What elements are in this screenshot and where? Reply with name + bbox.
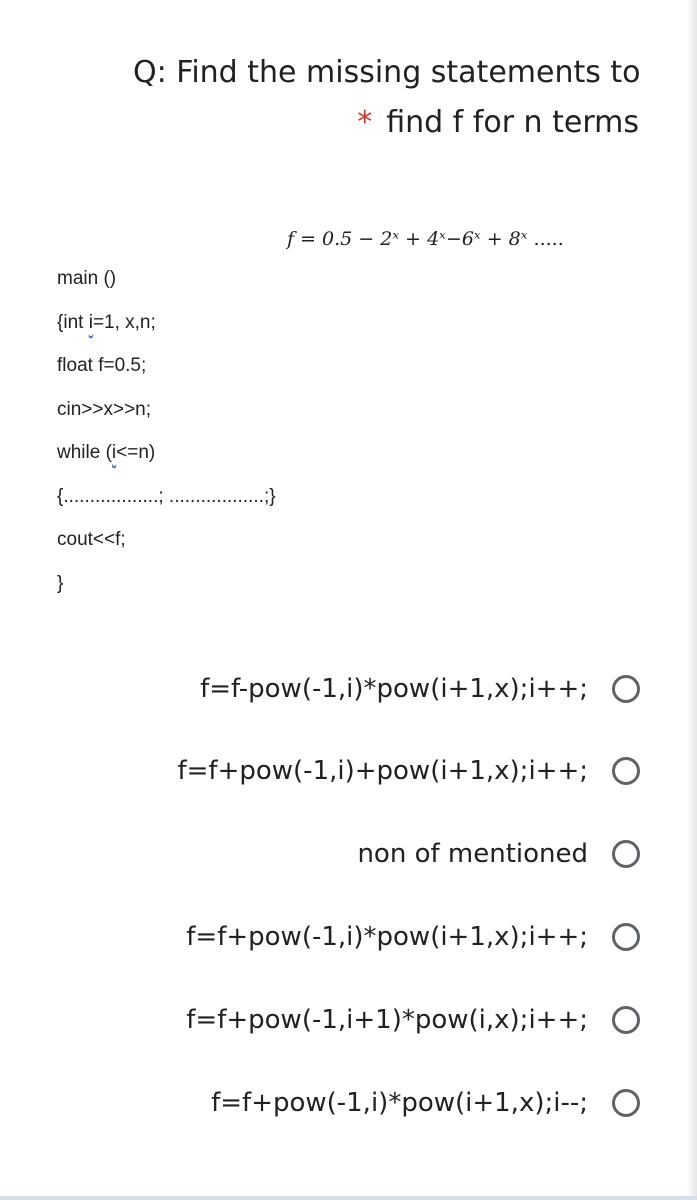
code-line-input: cin>>x>>n; <box>57 399 152 420</box>
option-1[interactable] <box>200 667 640 711</box>
option-label: f=f-pow(-1,i)*pow(i+1,x);i++; <box>200 674 588 704</box>
code-line-declare-float: float f=0.5; <box>57 355 147 376</box>
radio-button[interactable] <box>612 923 640 951</box>
option-6[interactable] <box>211 1081 640 1125</box>
option-label: f=f+pow(-1,i)+pow(i+1,x);i++; <box>177 756 588 786</box>
option-4[interactable] <box>186 915 640 959</box>
series-formula-text: f = 0.5 − 2ˣ + 4ˣ−6ˣ + 8ˣ ..... <box>287 228 564 250</box>
option-5[interactable] <box>186 998 640 1042</box>
code-line-output: cout<<f; <box>57 529 126 550</box>
radio-button[interactable] <box>612 840 640 868</box>
option-3[interactable] <box>357 832 640 876</box>
option-label: non of mentioned <box>357 839 588 869</box>
radio-button[interactable] <box>612 1006 640 1034</box>
radio-button[interactable] <box>612 757 640 785</box>
option-label: f=f+pow(-1,i)*pow(i+1,x);i++; <box>186 922 588 952</box>
series-formula <box>287 228 564 250</box>
code-line-missing: {..................; ..................;} <box>57 486 276 507</box>
option-label: f=f+pow(-1,i+1)*pow(i,x);i++; <box>186 1005 588 1035</box>
code-line-while: while (i<=n) <box>57 442 156 463</box>
question-title-line-1: Q: Find the missing statements to <box>133 55 641 90</box>
card-bottom-border <box>0 1196 697 1200</box>
code-line-declare-int: {int i=1, x,n; <box>57 312 156 333</box>
code-line-main: main () <box>57 268 117 289</box>
required-marker: * <box>357 105 373 140</box>
code-squiggle-i: i <box>88 312 93 333</box>
code-squiggle-i2: i <box>111 442 117 463</box>
code-line-close: } <box>57 573 64 594</box>
question-title-line-2 <box>357 105 639 140</box>
page-edge-shadow <box>687 0 697 1200</box>
question-title-text: find f for n terms <box>386 105 639 140</box>
option-2[interactable] <box>177 749 640 793</box>
radio-button[interactable] <box>612 675 640 703</box>
radio-button[interactable] <box>612 1089 640 1117</box>
option-label: f=f+pow(-1,i)*pow(i+1,x);i--; <box>211 1088 588 1118</box>
